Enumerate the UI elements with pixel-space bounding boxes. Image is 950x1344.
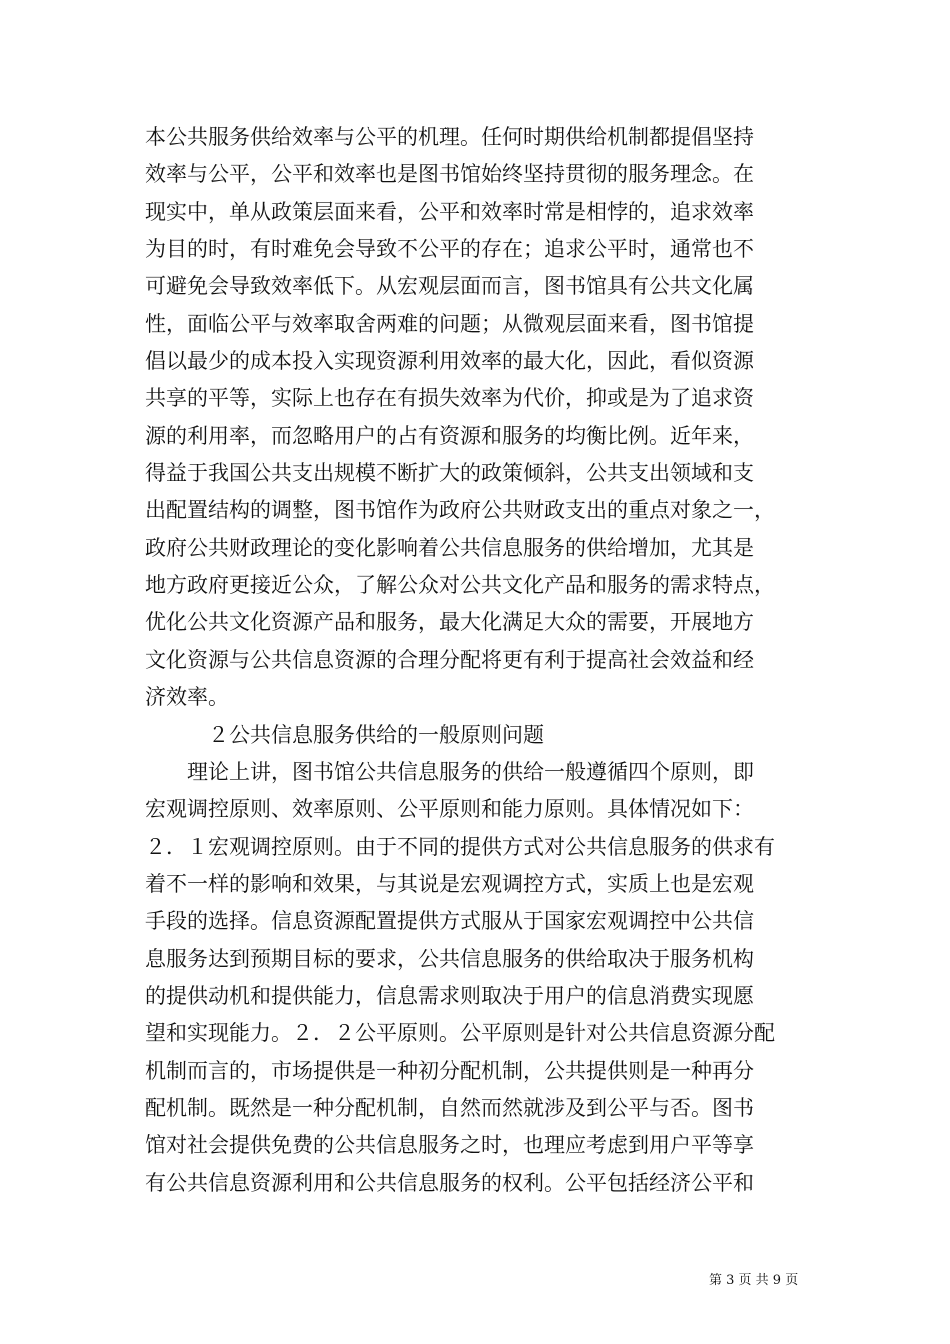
text-line: 优化公共文化资源产品和服务，最大化满足大众的需要，开展地方 [145,610,754,635]
text-line: 可避免会导致效率低下。从宏观层面而言，图书馆具有公共文化属 [145,274,754,299]
text-line: 源的利用率，而忽略用户的占有资源和服务的均衡比例。近年来， [145,423,754,448]
text-line: 宏观调控原则、效率原则、公平原则和能力原则。具体情况如下： [145,797,754,822]
text-line: 着不一样的影响和效果，与其说是宏观调控方式，实质上也是宏观 [145,871,754,896]
text-line: 性，面临公平与效率取舍两难的问题；从微观层面来看，图书馆提 [145,311,754,336]
text-line: 机制而言的，市场提供是一种初分配机制，公共提供则是一种再分 [145,1058,754,1083]
text-line: 为目的时，有时难免会导致不公平的存在；追求公平时，通常也不 [145,237,754,262]
section-heading: ２公共信息服务供给的一般原则问题 [145,722,544,747]
text-line: 本公共服务供给效率与公平的机理。任何时期供给机制都提倡坚持 [145,125,754,149]
text-line: ２．１宏观调控原则。由于不同的提供方式对公共信息服务的供求有 [145,834,775,859]
text-line: 政府公共财政理论的变化影响着公共信息服务的供给增加，尤其是 [145,535,754,560]
text-line: 地方政府更接近公众，了解公众对公共文化产品和服务的需求特点， [145,573,775,598]
body-text [145,119,820,1202]
text-line: 现实中，单从政策层面来看，公平和效率时常是相悖的，追求效率 [145,199,754,224]
text-line: 馆对社会提供免费的公共信息服务之时，也理应考虑到用户平等享 [145,1133,754,1158]
text-line: 共享的平等，实际上也存在有损失效率为代价，抑或是为了追求资 [145,386,754,411]
text-line: 文化资源与公共信息资源的合理分配将更有利于提高社会效益和经 [145,647,754,672]
text-line: 望和实现能力。２．２公平原则。公平原则是针对公共信息资源分配 [145,1021,775,1046]
text-line: 手段的选择。信息资源配置提供方式服从于国家宏观调控中公共信 [145,909,754,934]
text-line: 有公共信息资源利用和公共信息服务的权利。公平包括经济公平和 [145,1170,754,1195]
text-line: 配机制。既然是一种分配机制，自然而然就涉及到公平与否。图书 [145,1095,754,1120]
text-line: 息服务达到预期目标的要求，公共信息服务的供给取决于服务机构 [145,946,754,971]
page-number-footer: 第 3 页 共 9 页 [709,1273,799,1288]
text-line: 济效率。 [145,685,229,710]
text-line: 理论上讲，图书馆公共信息服务的供给一般遵循四个原则，即 [145,759,754,784]
text-line: 倡以最少的成本投入实现资源利用效率的最大化，因此，看似资源 [145,349,754,374]
text-line: 效率与公平，公平和效率也是图书馆始终坚持贯彻的服务理念。在 [145,162,754,187]
text-line: 得益于我国公共支出规模不断扩大的政策倾斜，公共支出领域和支 [145,461,754,486]
text-line: 出配置结构的调整，图书馆作为政府公共财政支出的重点对象之一， [145,498,775,523]
text-line: 的提供动机和提供能力，信息需求则取决于用户的信息消费实现愿 [145,983,754,1008]
